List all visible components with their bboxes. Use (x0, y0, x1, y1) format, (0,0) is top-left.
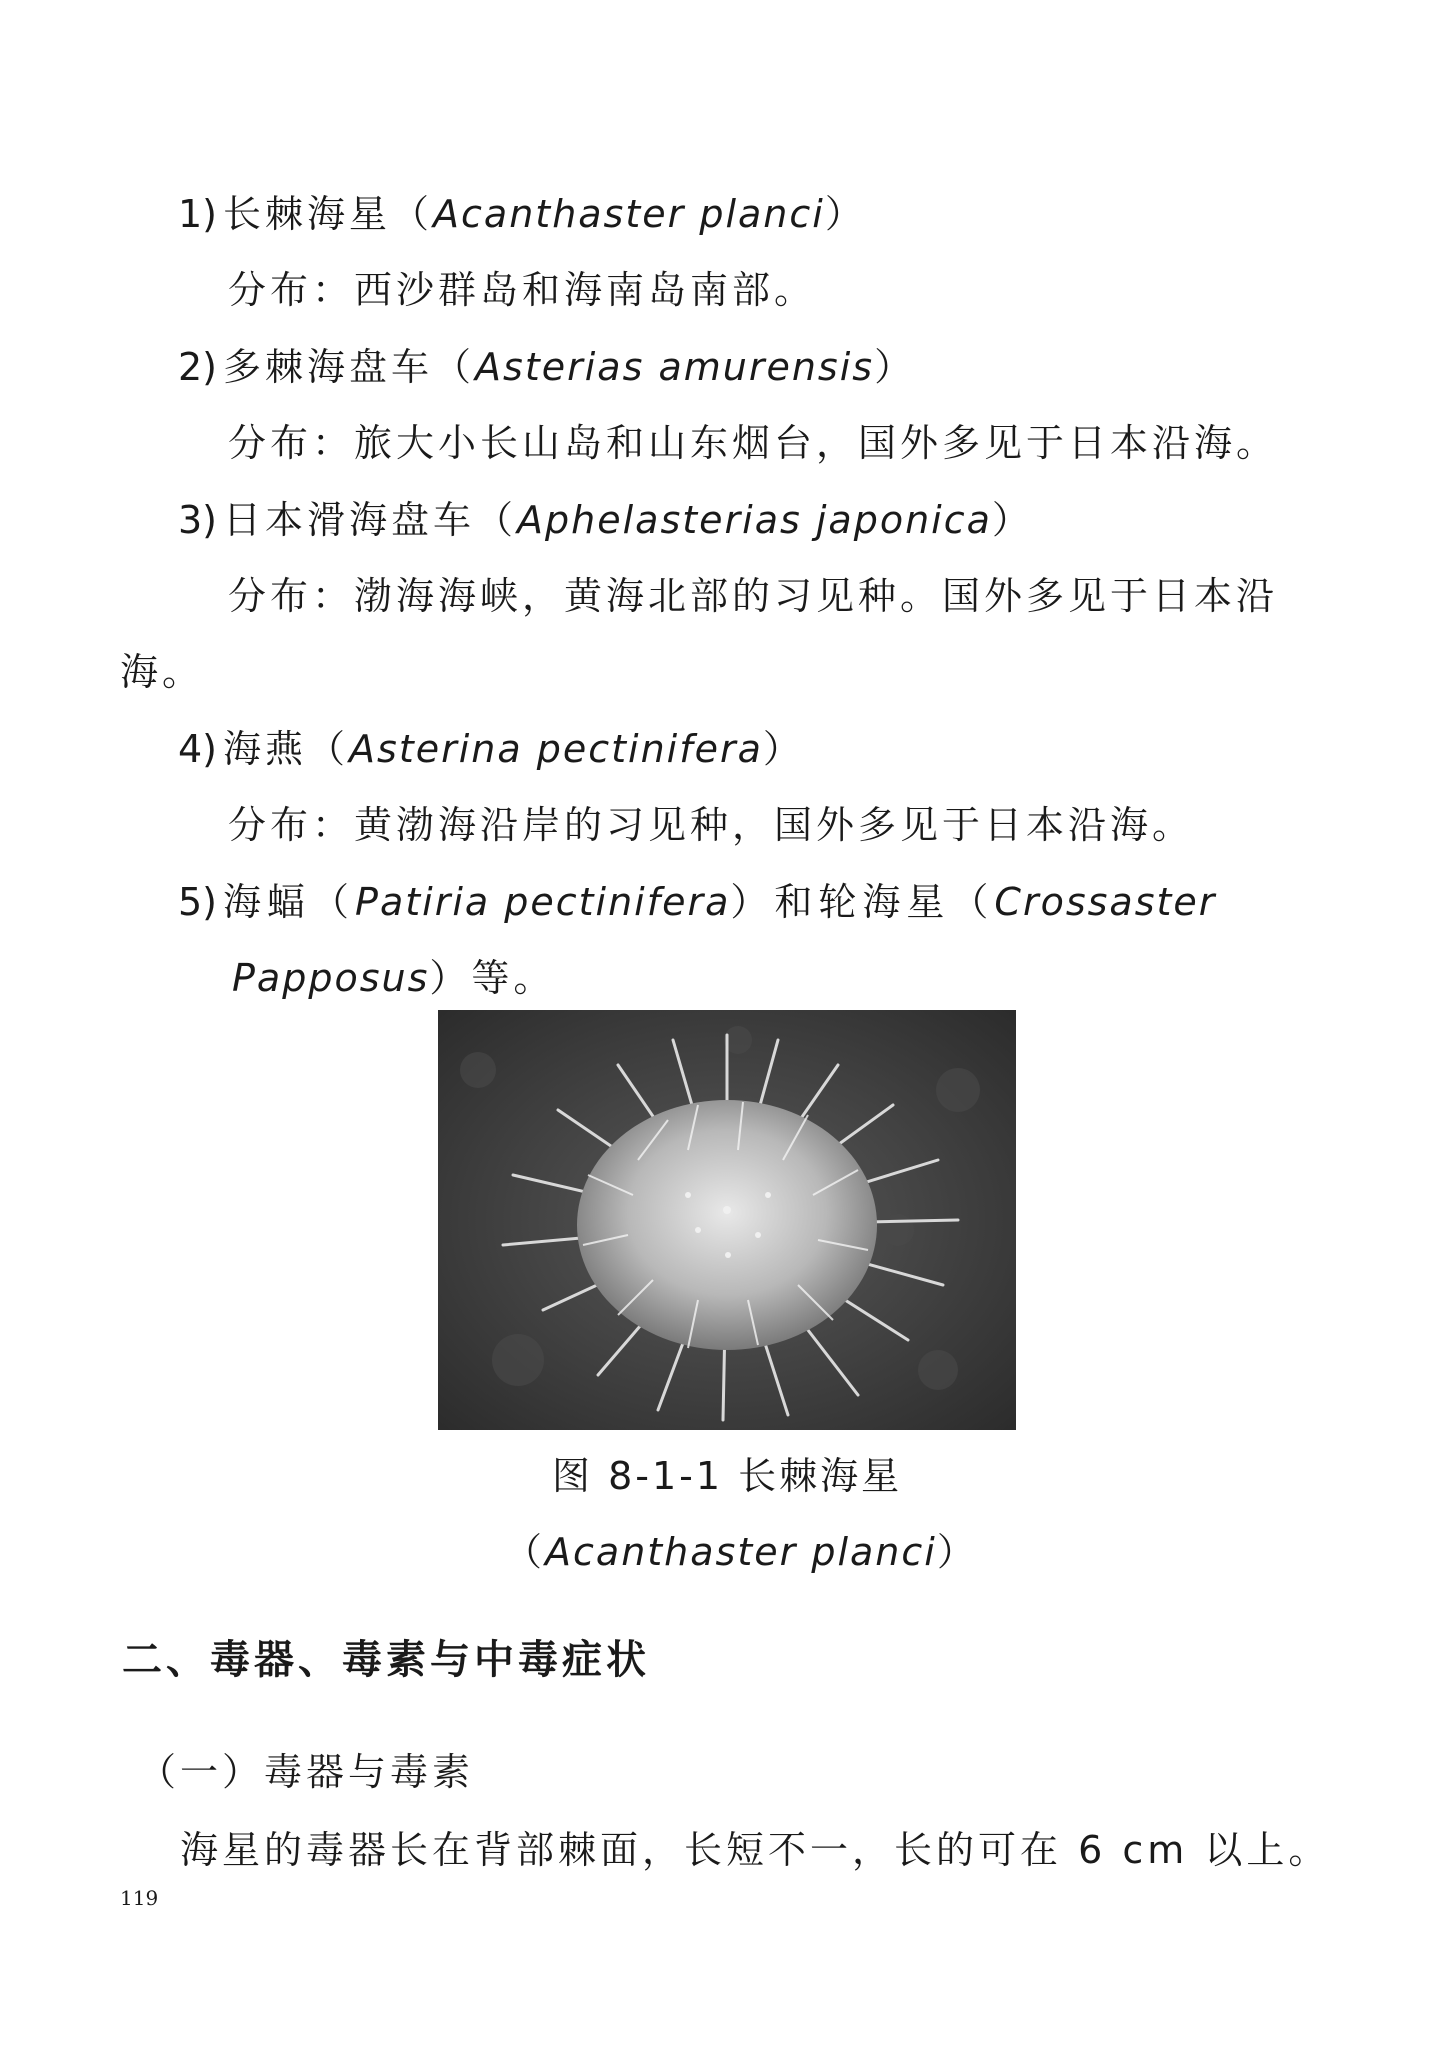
item-2-chinese-name: 多棘海盘车（ (223, 345, 476, 389)
item-1-latin-name: Acanthaster planci (433, 192, 825, 236)
item-3-title: 3) 日本滑海盘车（Aphelasterias japonica） (178, 498, 1034, 542)
item-4-distribution: 分布：黄渤海沿岸的习见种，国外多见于日本沿海。 (228, 803, 1195, 847)
item-1-number: 1) (178, 192, 218, 236)
item-5-title: 5) 海蝠（Patiria pectinifera）和轮海星（Crossaster (178, 880, 1217, 924)
figure-caption-line-1: 图 8-1-1 长棘海星 (552, 1454, 903, 1498)
item-1-distribution: 分布：西沙群岛和海南岛南部。 (228, 268, 817, 312)
item-5-chinese-name: 海蝠（ (223, 880, 356, 924)
item-5-number: 5) (178, 880, 218, 924)
item-3-chinese-name: 日本滑海盘车（ (223, 498, 518, 542)
item-4-title: 4) 海燕（Asterina pectinifera） (178, 727, 805, 771)
item-4-chinese-name: 海燕（ (223, 727, 350, 771)
starfish-photo (438, 1010, 1016, 1430)
item-5-latin-name-2: Crossaster (994, 880, 1217, 924)
item-5-continued: Papposus）等。 (232, 956, 556, 1000)
item-3-number: 3) (178, 498, 218, 542)
item-3-distribution: 分布：渤海海峡，黄海北部的习见种。国外多见于日本沿 (228, 574, 1279, 618)
item-3-distribution-continued: 海。 (120, 650, 205, 694)
item-5-latin-name: Patiria pectinifera (355, 880, 731, 924)
item-1-chinese-name: 长棘海星（ (223, 192, 434, 236)
item-2-distribution: 分布：旅大小长山岛和山东烟台，国外多见于日本沿海。 (228, 421, 1279, 465)
section-heading: 二、毒器、毒素与中毒症状 (122, 1637, 650, 1683)
item-4-latin-name: Asterina pectinifera (349, 727, 763, 771)
body-paragraph: 海星的毒器长在背部棘面，长短不一，长的可在 6 cm 以上。 (180, 1828, 1331, 1872)
page-number: 119 (120, 1886, 159, 1910)
item-2-number: 2) (178, 345, 218, 389)
item-1-title: 1) 长棘海星（Acanthaster planci） (178, 192, 867, 236)
figure-caption-line-2: （Acanthaster planci） (504, 1530, 978, 1574)
item-2-title: 2) 多棘海盘车（Asterias amurensis） (178, 345, 917, 389)
figure-caption-latin: Acanthaster planci (545, 1530, 937, 1574)
item-3-latin-name: Aphelasterias japonica (517, 498, 992, 542)
item-2-latin-name: Asterias amurensis (475, 345, 875, 389)
item-4-number: 4) (178, 727, 218, 771)
subsection-heading: （一）毒器与毒素 (138, 1750, 475, 1794)
